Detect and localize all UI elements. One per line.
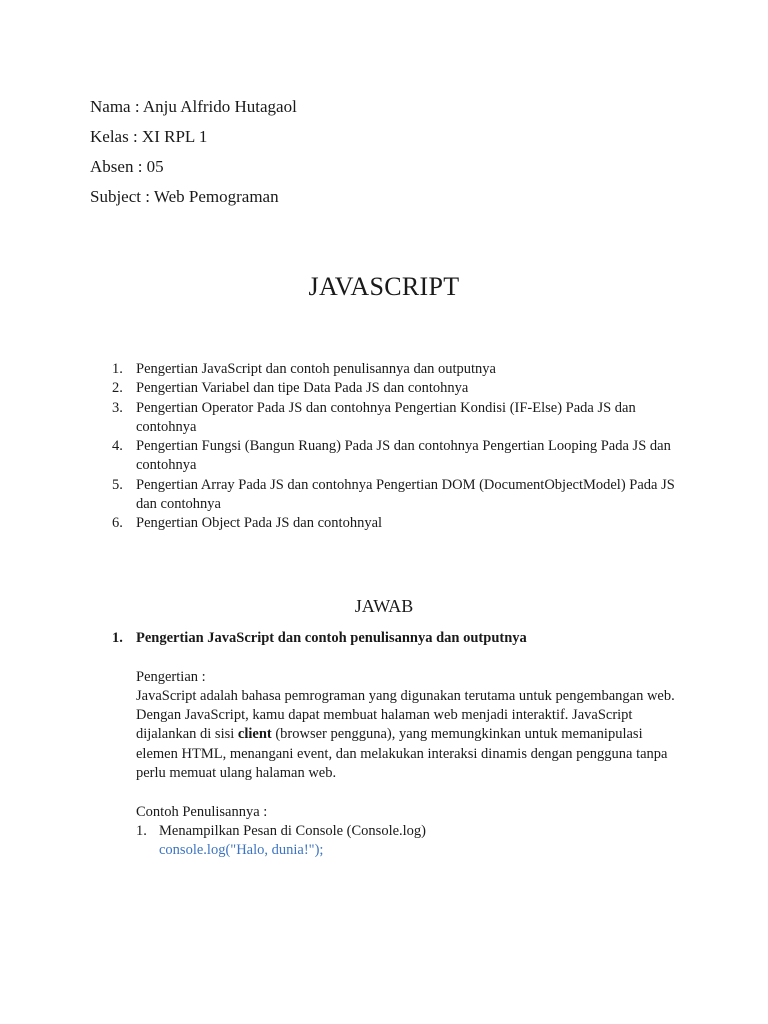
code-snippet: console.log("Halo, dunia!"); — [159, 842, 324, 859]
definition-bold-term: client — [237, 726, 272, 743]
question-number: 2. — [112, 380, 123, 397]
student-absen: Absen : 05 — [90, 157, 164, 176]
definition-label: Pengertian : — [136, 668, 206, 685]
student-class: Kelas : XI RPL 1 — [90, 127, 208, 146]
answer-section-title: JAWAB — [354, 596, 414, 616]
answer-heading — [112, 629, 682, 648]
question-text: Pengertian Variabel dan tipe Data Pada JS dan contohnya — [136, 380, 469, 397]
question-item — [112, 476, 682, 515]
question-number: 6. — [112, 515, 123, 532]
question-item — [112, 360, 682, 379]
example-label: Contoh Penulisannya : — [136, 803, 268, 820]
document-title: JAVASCRIPT — [308, 272, 460, 301]
question-number: 1. — [112, 361, 123, 377]
question-text: Pengertian Operator Pada JS dan contohnya Pengertian Kondisi (IF-Else) Pada JS dan contohnya — [136, 399, 636, 435]
student-name: Nama : Anju Alfrido Hutagaol — [90, 97, 297, 116]
example-label-text: Menampilkan Pesan di Console (Console.log) — [159, 822, 427, 839]
question-number: 4. — [112, 438, 123, 455]
question-item — [112, 399, 682, 438]
question-text: Pengertian JavaScript dan contoh penulisannya dan outputnya — [136, 361, 496, 377]
question-number: 5. — [112, 476, 123, 493]
definition-paragraph — [136, 687, 682, 783]
question-text: Pengertian Array Pada JS dan contohnya Pengertian DOM (DocumentObjectModel) Pada JS dan contohnya — [136, 476, 675, 513]
question-text: Pengertian Fungsi (Bangun Ruang) Pada JS dan contohnya Pengertian Looping Pada JS dan contohnya — [136, 438, 671, 474]
question-item — [112, 514, 682, 533]
answer-heading-text: Pengertian JavaScript dan contoh penulisannya dan outputnya — [136, 630, 527, 646]
question-item — [112, 379, 682, 398]
example-item — [136, 822, 682, 861]
question-text: Pengertian Object Pada JS dan contohnyal — [136, 515, 383, 532]
question-list — [112, 360, 682, 534]
question-number: 3. — [112, 399, 123, 416]
definition-text-start: JavaScript adalah bahasa pemrograman yang digunakan terutama untuk pengembangan web. Dengan JavaScript, kamu dapat membuat halaman web menjadi interaktif. JavaScript dijalankan di sisi — [136, 687, 675, 743]
student-info — [90, 92, 297, 212]
answer-number: 1. — [112, 630, 123, 646]
subject: Subject : Web Pemograman — [90, 187, 279, 206]
answer-section — [112, 629, 682, 861]
answer-body — [112, 648, 682, 860]
definition-text-end: (browser pengguna), yang memungkinkan untuk memanipulasi elemen HTML, menangani event, dan melakukan interaksi dinamis dengan pengguna tanpa perlu memuat ulang halaman web. — [136, 726, 668, 782]
example-number: 1. — [136, 822, 147, 839]
question-item — [112, 437, 682, 476]
